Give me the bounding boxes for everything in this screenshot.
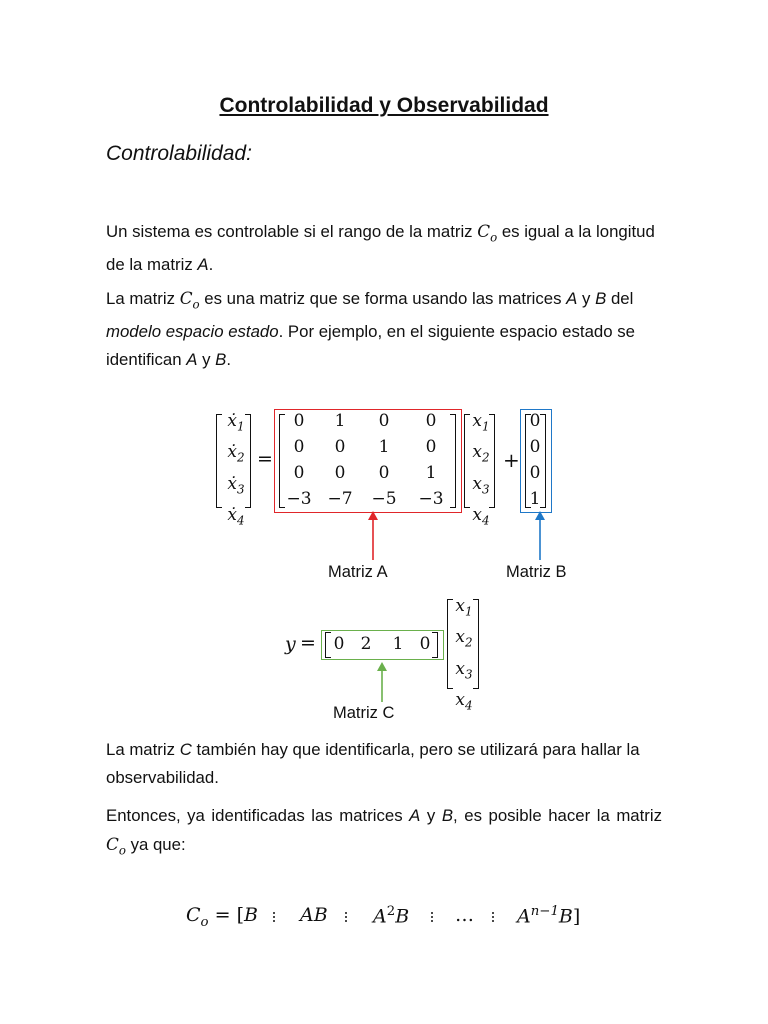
xdot-4: ẋ$_4$ [227,505,245,528]
paragraph-3: La matriz C también hay que identificarla, pero se utilizará para hallar la observabilidad. [106,740,640,787]
separator-dots [431,910,434,924]
arrow-head-a [368,511,378,520]
paragraph-2: La matriz $C_o$ es una matriz que se forma usando las matrices A y B del modelo espacio estado. Por ejemplo, en el siguiente espacio estado se identifican A y B. [106,288,635,370]
matrix-cell: 1 [378,437,390,457]
paragraph-4: Entonces, ya identificadas las matrices A y B, es posible hacer la matriz $C_o$ ya que: [106,806,662,858]
right-bracket [432,632,438,658]
matrix-cell: 1 [392,634,404,654]
label-matriz-c: Matriz C [333,704,395,722]
matrix-cell: 0 [293,463,305,483]
right-bracket [473,599,479,689]
term-an1b: $A^{n-1}B$] [517,904,581,928]
x-3: $x_3$ [455,658,473,682]
matrix-cell: 0 [425,437,437,457]
matrix-cell: −3 [418,489,444,509]
page-title: Controlabilidad y Observabilidad [219,94,549,117]
matrix-cell: −7 [327,489,353,509]
x-2: $x_2$ [472,442,490,465]
matrix-c [328,631,436,657]
separator-dots [273,910,276,924]
separator-dots [345,910,348,924]
x-4: $x_4$ [455,690,473,713]
x-3: $x_3$ [472,473,490,497]
matrix-cell: 0 [378,463,390,483]
x-1: $x_1$ [455,596,473,619]
matrix-cell: 1 [334,411,346,431]
matrix-cell: 1 [529,489,541,509]
matrix-cell: 0 [378,411,390,431]
label-matriz-a: Matriz A [328,563,388,581]
plus-sign: + [503,448,520,472]
matrix-cell: 0 [529,437,541,457]
x-1: $x_1$ [472,411,490,434]
x-4: $x_4$ [472,505,490,528]
separator-dots [492,910,495,924]
matrix-cell: −3 [286,489,312,509]
xdot-1: ẋ$_1$ [227,411,245,434]
matrix-cell: 0 [529,463,541,483]
y-symbol: y [285,633,296,655]
ellipsis: … [455,904,474,926]
arrow-head-b [535,511,545,520]
matrix-cell: 0 [293,437,305,457]
matrix-cell: 2 [360,634,372,654]
matrix-cell: 1 [425,463,437,483]
xdot-3: ẋ$_3$ [227,473,245,497]
equals-sign: = [300,632,316,654]
equals-sign: = [257,448,273,470]
matrix-cell: −5 [371,489,397,509]
paragraph-1: Un sistema es controlable si el rango de la matriz $C_o$ es igual a la longitud de la matriz A. [106,221,655,275]
matrix-cell: 0 [425,411,437,431]
xdot-2: ẋ$_2$ [227,442,245,465]
controllability-matrix-equation: $C_o = [B$ [186,904,258,930]
label-matriz-b: Matriz B [506,563,567,581]
term-a2b: $A^2B$ [373,904,410,928]
arrow-head-c [377,662,387,671]
matrix-cell: 0 [419,634,431,654]
matrix-cell: 0 [334,437,346,457]
matrix-cell: 0 [293,411,305,431]
matrix-cell: 0 [529,411,541,431]
matrix-cell: 0 [334,463,346,483]
matrix-cell: 0 [333,634,345,654]
x-2: $x_2$ [455,627,473,650]
term-ab: AB [300,904,328,926]
section-subtitle: Controlabilidad: [106,142,252,165]
